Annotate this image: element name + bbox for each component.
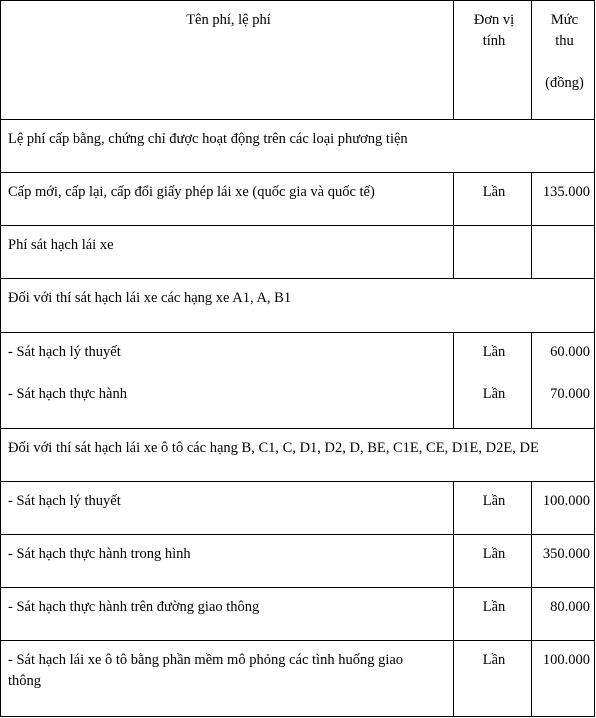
row-unit-cell (454, 535, 532, 588)
car-practice-road-name: - Sát hạch thực hành trên đường giao thông (8, 599, 260, 615)
car-practice-course-name: - Sát hạch thực hành trong hình (8, 546, 191, 562)
row-rate-cell (532, 173, 595, 226)
row-rate-cell (532, 641, 595, 717)
car-simulation-name-line2: thông (8, 673, 42, 689)
header-rate-line3: (đồng) (545, 75, 584, 91)
license-fee-title: Lệ phí cấp bằng, chứng chỉ được hoạt động trên các loại phương tiện (8, 131, 408, 147)
car-simulation-name-line1: - Sát hạch lái xe ô tô bằng phần mềm mô phỏng các tình huống giao (8, 652, 404, 668)
row-unit-cell (454, 173, 532, 226)
table-row (1, 535, 595, 588)
car-simulation-rate: 100.000 (542, 652, 590, 668)
table-row (1, 333, 595, 429)
row-unit-cell (454, 482, 532, 535)
table-row (1, 226, 595, 279)
row-unit-cell (454, 226, 532, 279)
row-name-cell (1, 333, 454, 429)
table-row (1, 482, 595, 535)
license-issue-unit: Lần (482, 184, 506, 200)
license-issue-rate: 135.000 (542, 184, 590, 200)
row-name-cell (1, 226, 454, 279)
row-unit-cell (454, 641, 532, 717)
exam-fee-title: Phí sát hạch lái xe (8, 237, 114, 253)
motorbike-theory-unit: Lần (482, 344, 506, 360)
header-name: Tên phí, lệ phí (186, 12, 271, 28)
motorbike-practice-unit: Lần (482, 386, 506, 402)
row-rate-cell (532, 482, 595, 535)
motorbike-practice-rate: 70.000 (550, 386, 590, 402)
row-name-cell (1, 641, 454, 717)
table-row (1, 429, 595, 482)
section-title-cell (1, 429, 595, 482)
car-practice-road-rate: 80.000 (550, 599, 590, 615)
motorbike-theory-rate: 60.000 (550, 344, 590, 360)
car-theory-rate: 100.000 (542, 493, 590, 509)
row-name-cell (1, 482, 454, 535)
car-practice-road-unit: Lần (482, 599, 506, 615)
header-unit-line2: tính (482, 33, 506, 49)
car-practice-course-unit: Lần (482, 546, 506, 562)
row-name-cell (1, 173, 454, 226)
table-row (1, 120, 595, 173)
table-row (1, 173, 595, 226)
motorbike-theory-name: - Sát hạch lý thuyết (8, 344, 121, 360)
license-issue-name: Cấp mới, cấp lại, cấp đổi giấy phép lái xe (quốc gia và quốc tế) (8, 184, 375, 200)
header-name-cell (1, 1, 454, 120)
header-rate-line2: thu (555, 33, 574, 49)
row-rate-cell (532, 535, 595, 588)
row-unit-cell (454, 588, 532, 641)
section-title-cell (1, 279, 595, 333)
row-rate-cell (532, 226, 595, 279)
row-name-cell (1, 588, 454, 641)
table-row (1, 279, 595, 333)
table-row (1, 641, 595, 717)
row-unit-cell (454, 333, 532, 429)
table-row (1, 588, 595, 641)
car-theory-unit: Lần (482, 493, 506, 509)
car-theory-name: - Sát hạch lý thuyết (8, 493, 121, 509)
header-unit-cell (454, 1, 532, 120)
header-rate-cell (532, 1, 595, 120)
motorbike-group-title: Đối với thí sát hạch lái xe các hạng xe A1, A, B1 (8, 290, 292, 306)
car-practice-course-rate: 350.000 (542, 546, 590, 562)
header-rate-line1: Mức (550, 12, 579, 28)
motorbike-practice-name: - Sát hạch thực hành (8, 386, 127, 402)
row-rate-cell (532, 588, 595, 641)
section-title-cell (1, 120, 595, 173)
table-header-row (1, 1, 595, 120)
car-simulation-unit: Lần (482, 652, 506, 668)
car-group-title: Đối với thí sát hạch lái xe ô tô các hạng B, C1, C, D1, D2, D, BE, C1E, CE, D1E, D2E, DE (8, 440, 539, 456)
row-rate-cell (532, 333, 595, 429)
row-name-cell (1, 535, 454, 588)
header-unit-line1: Đơn vị (473, 12, 515, 28)
